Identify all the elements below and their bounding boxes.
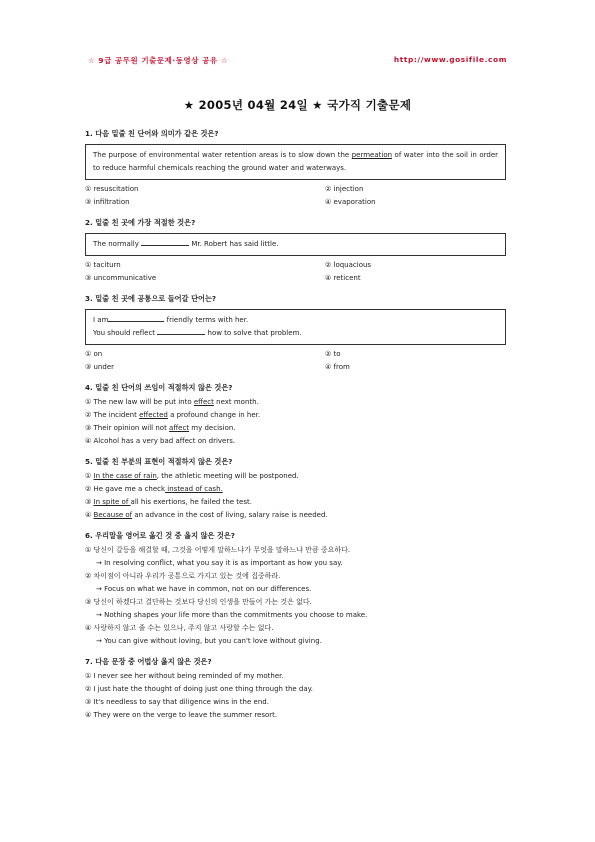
question-3-options — [85, 350, 506, 372]
question-5-title: 5. 밑줄 친 부분의 표현이 적절하지 않은 것은? — [85, 457, 233, 466]
answer-blank — [157, 327, 205, 335]
option-text: ① — [85, 472, 94, 480]
question-2-title: 2. 밑줄 친 곳에 가장 적절한 것은? — [85, 218, 196, 227]
passage-text: The purpose of environmental water retention areas is to slow down the — [93, 151, 352, 159]
option-text: ④ — [85, 511, 94, 519]
option-text: my decision. — [189, 424, 236, 432]
option-text: ④ Alcohol has a very bad affect on drivers. — [85, 437, 236, 445]
question-3-passage — [85, 309, 506, 345]
page-title: ★ 2005년 04월 24일 ★ 국가직 기출문제 — [183, 98, 412, 112]
question-3-title: 3. 밑줄 친 곳에 공통으로 들어갈 단어는? — [85, 294, 217, 303]
passage-text: how to solve that problem. — [205, 329, 302, 337]
option-1: ① taciturn — [85, 261, 121, 269]
question-6-options — [85, 546, 506, 646]
option-text: , the athletic meeting will be postponed. — [156, 472, 299, 480]
option-1-english: → In resolving conflict, what you say it is as important as how you say. — [96, 559, 343, 567]
answer-blank — [141, 238, 189, 246]
header-left-banner: ☆ 9급 공무원 기출문제·동영상 공유 ☆ — [88, 56, 229, 65]
question-3 — [85, 294, 506, 372]
question-4 — [85, 383, 506, 446]
header-site-url[interactable]: http://www.gosifile.com — [393, 55, 507, 64]
option-2-english: → Focus on what we have in common, not on our differences. — [96, 585, 312, 593]
underlined-word: affect — [169, 424, 190, 432]
underlined-word: permeation — [351, 151, 393, 159]
passage-line-2 — [93, 327, 498, 340]
question-6 — [85, 531, 506, 646]
option-1-korean: ① 당신이 갈등을 해결할 때, 그것을 어떻게 말하느냐가 무엇을 말하느냐 만큼 중요하다. — [85, 546, 351, 554]
underlined-phrase: Because of — [93, 511, 133, 519]
passage-text: Mr. Robert has said little. — [189, 240, 279, 248]
option-3 — [85, 498, 506, 507]
option-2-korean: ② 차이점이 아니라 우리가 공통으로 가지고 있는 것에 집중하라. — [85, 572, 281, 580]
underlined-phrase: instead of cash. — [165, 485, 223, 493]
passage-line-1 — [93, 314, 498, 327]
option-1 — [85, 398, 506, 407]
option-1: ① resuscitation — [85, 185, 139, 193]
passage-text: friendly terms with her. — [164, 316, 249, 324]
passage-text: of water into the soil in order to reduce harmful chemicals reaching the ground water and waterways. — [93, 151, 498, 172]
option-3: ③ uncommunicative — [85, 274, 157, 282]
option-text: ③ — [85, 498, 94, 506]
question-4-title: 4. 밑줄 친 단어의 쓰임이 적절하지 않은 것은? — [85, 383, 233, 392]
option-4-english: → You can give without loving, but you can't love without giving. — [96, 637, 322, 645]
question-7 — [85, 657, 506, 720]
option-text: ③ Their opinion will not — [85, 424, 170, 432]
question-1-passage — [85, 144, 506, 180]
question-5-options — [85, 472, 506, 520]
option-4: ④ reticent — [325, 274, 361, 282]
option-2: ② injection — [325, 185, 364, 193]
passage-text: I am — [93, 316, 109, 324]
option-text: ② He gave me a check — [85, 485, 166, 493]
option-text: ② The incident — [85, 411, 140, 419]
option-3-korean: ③ 당신이 하겠다고 결단하는 것보다 당신의 인생을 만들어 가는 것은 없다. — [85, 598, 312, 606]
option-1 — [85, 472, 506, 481]
question-7-title: 7. 다음 문장 중 어법상 옳지 않은 것은? — [85, 657, 212, 666]
option-4 — [85, 437, 506, 446]
option-text: all his exertions, he failed the test. — [130, 498, 252, 506]
answer-blank — [108, 314, 164, 322]
option-3: ③ It's needless to say that diligence wins in the end. — [85, 698, 269, 706]
question-2-passage — [85, 233, 506, 256]
option-text: next month. — [213, 398, 259, 406]
option-text: ① The new law will be put into — [85, 398, 194, 406]
question-2-options — [85, 261, 506, 283]
underlined-word: effected — [139, 411, 168, 419]
underlined-word: effect — [193, 398, 214, 406]
passage-text: The normally — [93, 240, 142, 248]
option-4: ④ They were on the verge to leave the summer resort. — [85, 711, 278, 719]
option-1: ① I never see her without being reminded of my mother. — [85, 672, 284, 680]
question-1-title: 1. 다음 밑줄 친 단어와 의미가 같은 것은? — [85, 129, 219, 138]
question-4-options — [85, 398, 506, 446]
option-1: ① on — [85, 350, 103, 358]
option-2: ② to — [325, 350, 341, 358]
option-2: ② I just hate the thought of doing just one thing through the day. — [85, 685, 314, 693]
question-2 — [85, 218, 506, 283]
option-2 — [85, 411, 506, 420]
question-1 — [85, 129, 506, 207]
question-5 — [85, 457, 506, 520]
option-4: ④ from — [325, 363, 350, 371]
underlined-phrase: In spite of — [93, 498, 131, 506]
question-7-options — [85, 672, 506, 720]
option-4 — [85, 511, 506, 520]
option-2: ② loquacious — [325, 261, 372, 269]
option-3: ③ infiltration — [85, 198, 130, 206]
underlined-phrase: In the case of rain — [93, 472, 157, 480]
question-6-title: 6. 우리말을 영어로 옮긴 것 중 옳지 않은 것은? — [85, 531, 235, 540]
option-3: ③ under — [85, 363, 115, 371]
option-3-english: → Nothing shapes your life more than the commitments you choose to make. — [96, 611, 368, 619]
exam-content — [85, 129, 506, 731]
option-2 — [85, 485, 506, 494]
option-text: a profound change in her. — [167, 411, 261, 419]
option-4: ④ evaporation — [325, 198, 376, 206]
passage-text: You should reflect — [93, 329, 158, 337]
option-4-korean: ④ 사랑하지 않고 줄 수는 있으나, 주지 않고 사랑할 수는 없다. — [85, 624, 274, 632]
question-1-options — [85, 185, 506, 207]
option-text: an advance in the cost of living, salary raise is needed. — [132, 511, 328, 519]
option-3 — [85, 424, 506, 433]
